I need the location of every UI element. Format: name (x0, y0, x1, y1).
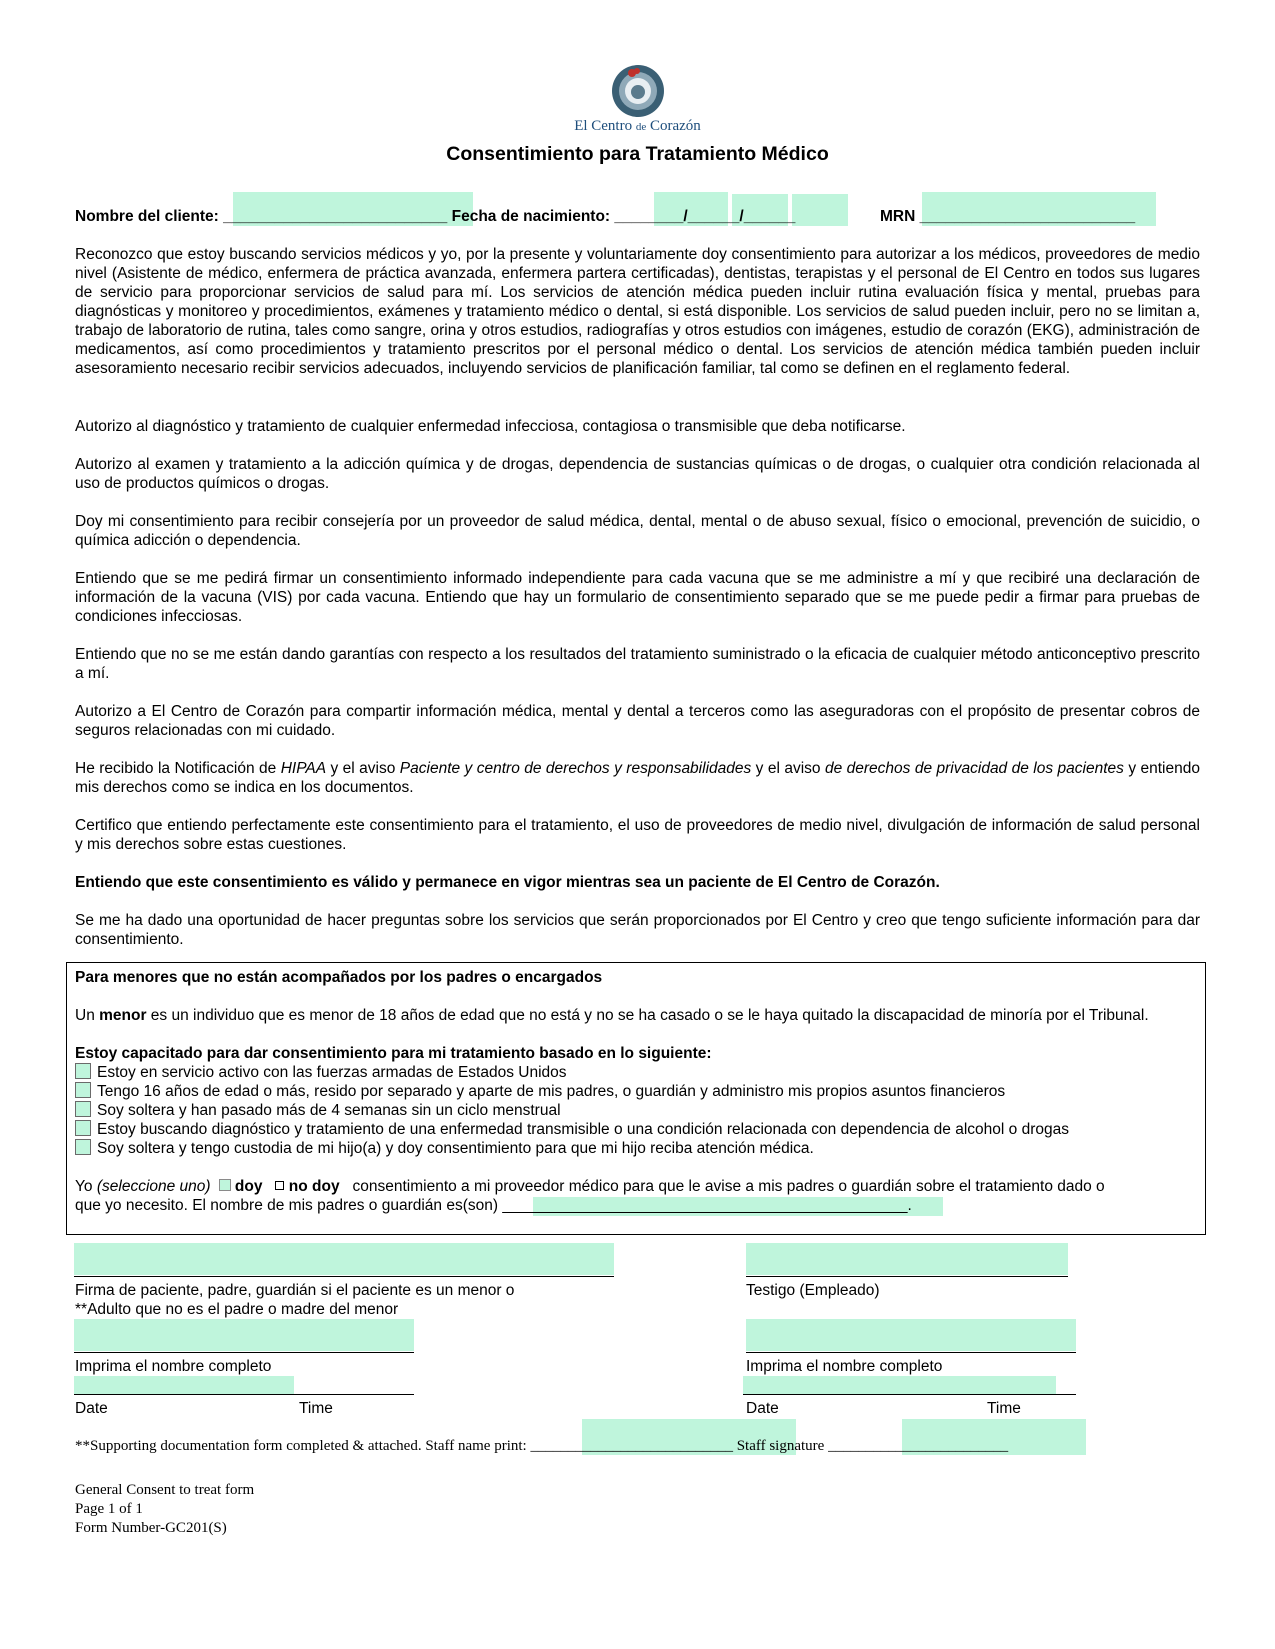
supporting-doc-line: **Supporting documentation form completed & attached. Staff name print: ___________________________ Staff signature ________________________ (75, 1438, 1009, 1454)
print-name-left-line (74, 1352, 414, 1353)
vaccine-paragraph: Entiendo que se me pedirá firmar un consentimiento informado independiente para cada vacuna que se me administre a mí y que recibiré una declaración de información de la vacuna (VIS) por cada vacuna. Entiendo que hay un formulario de consentimiento separado que se me puede pedir a firmar para pruebas de condiciones infecciosas. (75, 570, 1200, 625)
addiction-paragraph: Autorizo al examen y tratamiento a la adicción química y de drogas, dependencia de sustancias químicas o de drogas, o cualquier otra condición relacionada al uso de productos químicos o drogas. (75, 456, 1200, 492)
time-left-label: Time (299, 1400, 333, 1417)
heart-logo-icon (610, 63, 666, 119)
certify-paragraph: Certifico que entiendo perfectamente este consentimiento para el tratamiento, el uso de proveedores de medio nivel, divulgación de información de salud personal y mis derechos sobre estas cuestiones. (75, 817, 1200, 853)
consent-paragraph: Reconozco que estoy buscando servicios médicos y yo, por la presente y voluntariamente doy consentimiento para autorizar a los médicos, proveedores de medio nivel (Asistente de médico, enfermera de práctica avanzada, enfermera partera certificadas), dentistas, terapistas y el personal de El Centro en todos sus lugares de servicio para proporcionar servicios de salud para mí. Los servicios de atención médica pueden incluir rutina evaluación física y mental, pruebas para diagnósticas y monitoreo y procedimientos, exámenes y tratamiento médico o dental, si está disponible. Los servicios de salud pueden incluir, pero no se limitan a, trabajo de laboratorio de rutina, tales como sangre, orina y otros estudios, radiografías y otros estudios con imágenes, estudio de corazón (EKG), administración de medicamentos, así como procedimientos y tratamiento prescritos por el personal médico o dental. Los servicios de atención médica también pueden incluir asesoramiento necesario recibir servicios adecuados, incluyendo servicios de planificación familiar, tal como se definen en el reglamento federal. (75, 246, 1200, 377)
footer-page-number: Page 1 of 1 (75, 1501, 143, 1517)
guardian-name-line: que yo necesito. El nombre de mis padres o guardián es(son) _______________________________________________. (75, 1197, 912, 1214)
capable-heading: Estoy capacitado para dar consentimiento para mi tratamiento basado en lo siguiente: (75, 1045, 712, 1062)
no-doy-checkbox[interactable] (275, 1181, 284, 1190)
questions-paragraph: Se me ha dado una oportunidad de hacer preguntas sobre los servicios que serán proporcionados por El Centro y creo que tengo suficiente información para dar consentimiento. (75, 912, 1200, 948)
independent-checkbox[interactable] (75, 1082, 91, 1098)
custody-checkbox[interactable] (75, 1139, 91, 1155)
adult-note-label: **Adulto que no es el padre o madre del menor (75, 1301, 399, 1318)
guarantee-paragraph: Entiendo que no se me están dando garantías con respecto a los resultados del tratamiento suministrado o la eficacia de cualquier método anticonceptivo prescrito a mí. (75, 646, 1200, 682)
option-menstrual: Soy soltera y han pasado más de 4 semanas sin un ciclo menstrual (75, 1101, 561, 1120)
option-transmissible: Estoy buscando diagnóstico y tratamiento de una enfermedad transmisible o una condición relacionada con dependencia de alcohol o drogas (75, 1120, 1069, 1139)
client-name-line: __________________________ (223, 208, 448, 225)
option-custody: Soy soltera y tengo custodia de mi hijo(a) y doy consentimiento para que mi hijo reciba atención médica. (75, 1139, 814, 1158)
patient-signature-line (74, 1276, 614, 1277)
option-independent: Tengo 16 años de edad o más, resido por separado y aparte de mis padres, o guardián y administro mis propios asuntos financieros (75, 1082, 1005, 1101)
dob-line: ________/______/______ (614, 208, 796, 225)
infectious-paragraph: Autorizo al diagnóstico y tratamiento de cualquier enfermedad infecciosa, contagiosa o transmisible que deba notificarse. (75, 418, 906, 435)
doy-checkbox[interactable] (219, 1179, 231, 1191)
option-military: Estoy en servicio activo con las fuerzas armadas de Estados Unidos (75, 1063, 567, 1082)
military-checkbox[interactable] (75, 1063, 91, 1079)
patient-signature-label: Firma de paciente, padre, guardián si el paciente es un menor o (75, 1282, 515, 1299)
hipaa-paragraph: He recibido la Notificación de HIPAA y el aviso Paciente y centro de derechos y responsabilidades y el aviso de derechos de privacidad de los pacientes y entiendo mis derechos como se indica en los documentos. (75, 760, 1200, 796)
date-left-input[interactable] (74, 1376, 294, 1394)
client-name-label: Nombre del cliente: (75, 208, 219, 225)
witness-label: Testigo (Empleado) (746, 1282, 880, 1299)
date-time-right-line (743, 1394, 1076, 1395)
date-time-left-line (74, 1394, 414, 1395)
date-right-input[interactable] (743, 1376, 1056, 1394)
counseling-paragraph: Doy mi consentimiento para recibir consejería por un proveedor de salud médica, dental, mental o de abuso sexual, físico o emocional, prevención de suicidio, o química adicción o dependencia. (75, 513, 1200, 549)
transmissible-checkbox[interactable] (75, 1120, 91, 1136)
witness-signature-line (746, 1276, 1068, 1277)
menstrual-checkbox[interactable] (75, 1101, 91, 1117)
print-name-right-label: Imprima el nombre completo (746, 1358, 943, 1375)
patient-signature-input[interactable] (74, 1243, 614, 1275)
witness-signature-input[interactable] (746, 1243, 1068, 1275)
parent-notify-line: Yo (seleccione uno) doy no doy consentimiento a mi proveedor médico para que le avise a mis padres o guardián sobre el tratamiento dado o (75, 1178, 1105, 1195)
mrn-line: _________________________ (919, 208, 1136, 225)
print-name-right-line (746, 1352, 1076, 1353)
page-title: Consentimiento para Tratamiento Médico (446, 143, 829, 165)
minor-definition: Un menor es un individuo que es menor de 18 años de edad que no está y no se ha casado o se le haya quitado la discapacidad de minoría por el Tribunal. (75, 1007, 1149, 1024)
time-right-label: Time (987, 1400, 1021, 1417)
minors-heading: Para menores que no están acompañados por los padres o encargados (75, 969, 603, 986)
date-left-label: Date (75, 1400, 108, 1417)
print-name-left-input[interactable] (74, 1319, 414, 1351)
print-name-left-label: Imprima el nombre completo (75, 1358, 272, 1375)
org-logo-text: El Centro de Corazón (574, 118, 701, 134)
share-info-paragraph: Autorizo a El Centro de Corazón para compartir información médica, mental y dental a terceros como las aseguradoras con el propósito de presentar cobros de seguros relacionadas con mi cuidado. (75, 703, 1200, 739)
print-name-right-input[interactable] (746, 1319, 1076, 1351)
mrn-label: MRN (880, 208, 916, 225)
dob-year-input[interactable] (792, 194, 848, 226)
footer-form-number: Form Number-GC201(S) (75, 1520, 227, 1536)
footer-form-name: General Consent to treat form (75, 1482, 255, 1498)
date-right-label: Date (746, 1400, 779, 1417)
dob-label: Fecha de nacimiento: (451, 208, 611, 225)
valid-consent-paragraph: Entiendo que este consentimiento es válido y permanece en vigor mientras sea un paciente de El Centro de Corazón. (75, 874, 940, 891)
